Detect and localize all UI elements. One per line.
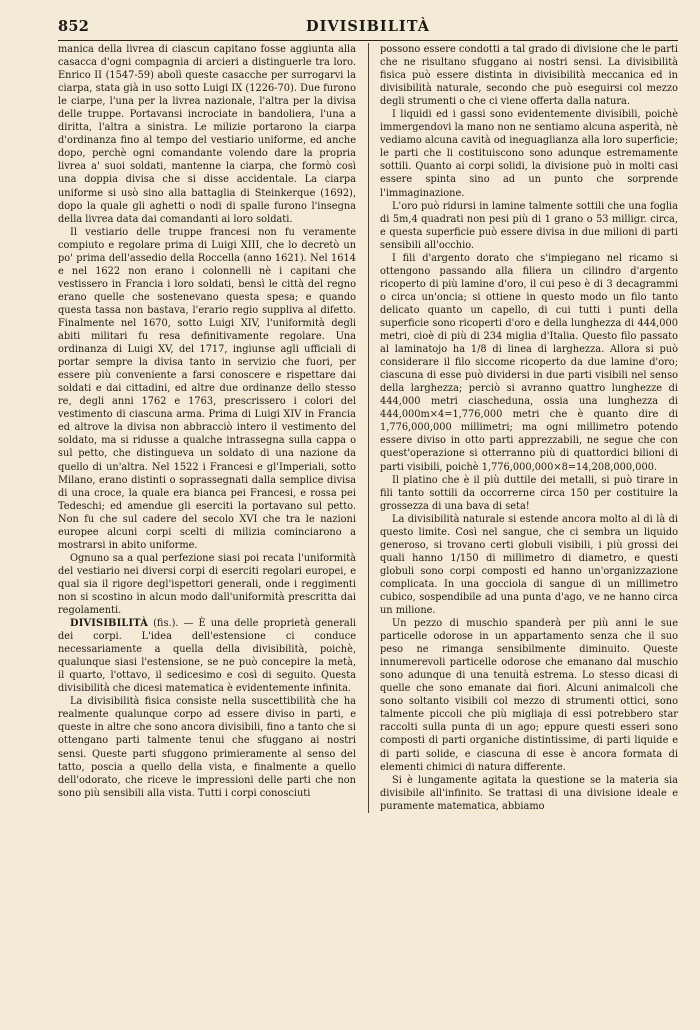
paragraph: I liquidi ed i gassi sono evidentemente divisibili, poichè immergendovi la mano non ne sentiamo alcuna asperità, nè vediamo alcuna cavità od ineguaglianza alla loro superficie; le parti che li costituiscono sono adunque estremamente sottili. Quanto ai corpi solidi, la divisione può in molti casi essere spinta sino ad un punto che sorprende l'immaginazione. (380, 109, 678, 199)
paragraph: manica della livrea di ciascun capitano fosse aggiunta alla casacca d'ogni compagnia di arcieri a distinguerle tra loro. Enrico II (1547-59) abolì queste casacche per surrogarvi la ciarpa, stata già in uso sotto Luigi IX (1226-70). Due furono le ciarpe, l'una per la livrea nazionale, l'altra per la divisa delle truppe. Portavansi incrociate in bandoliera, l'una a diritta, l'altra a sinistra. Le milizie portarono la ciarpa d'ordinanza fino al tempo del vestiario uniforme, ed anche dopo, perchè ogni comandante volendo dare la propria livrea a' suoi soldati, mantenne la ciarpa, che formò così una doppia divisa che si disse accidentale. La ciarpa uniforme si usò sino alla battaglia di Steinkerque (1692), dopo la quale gli aghetti o nodi di spalle furono l'insegna della livrea data dai comandanti ai loro soldati. (58, 44, 356, 225)
entry-label: (fis.). — (148, 618, 199, 630)
left-column (58, 43, 356, 813)
paragraph: Il platino che è il più duttile dei metalli, si può tirare in fili tanto sottili da occorrerne circa 150 per costituire la grossezza di una bava di seta! (380, 474, 678, 512)
column-divider (368, 43, 369, 813)
paragraph: Un pezzo di muschio spanderà per più anni le sue particelle odorose in un appartamento senza che il suo peso ne rimanga sensibilmente diminuito. Queste innumerevoli particelle odorose che emanano dal muschio sono adunque di una tenuità estrema. Lo stesso dicasi di quelle che sono emanate dai fiori. Alcuni animalcoli che sono soltanto visibili col mezzo di strumenti ottici, sono talmente piccoli che più migliaja di essi potrebbero star raccolti sulla punta di un ago; eppure questi esseri sono composti di parti organiche distintissime, di parti liquide e di parti solide, e ciascuna di esse è ancora formata di elementi chimici di natura differente. (380, 618, 678, 773)
paragraph: L'oro può ridursi in lamine talmente sottili che una foglia di 5m,4 quadrati non pesi più di 1 grano o 53 milligr. circa, e questa superficie può essere divisa in due milioni di parti sensibili all'occhio. (380, 200, 678, 251)
paragraph: possono essere condotti a tal grado di divisione che le parti che ne risultano sfuggano ai nostri sensi. La divisibilità fisica può essere distinta in divisibilità meccanica ed in divisibilità naturale, secondo che può eseguirsi col mezzo degli strumenti o che ci viene offerta dalla natura. (380, 44, 678, 108)
entry-text: È una delle proprietà generali dei corpi. L'idea dell'estensione ci conduce necessariamente a quella della divisibilità, poichè, qualunque siasi l'estensione, se ne può concepire la metà, il quarto, l'ottavo, il sedicesimo e così di seguito. Questa divisibilità che dicesi matematica è evidentemente infinita. (58, 618, 357, 695)
paragraph: Si è lungamente agitata la questione se la materia sia divisibile all'infinito. Se trattasi di una divisione ideale e puramente matematica, abbiamo (380, 774, 678, 812)
paragraph: Ognuno sa a qual perfezione siasi poi recata l'uniformità del vestiario nei diversi corpi di eserciti regolari europei, e qual sia il rigore degl'ispettori generali, onde i reggimenti non si scostino in alcun modo dall'uniformità prescritta dai regolamenti. (58, 552, 356, 617)
entry-headword: DIVISIBILITÀ (70, 618, 149, 630)
page-header (58, 14, 678, 41)
paragraph: Il vestiario delle truppe francesi non fu veramente compiuto e regolare prima di Luigi XIII, che lo decretò un po' prima dell'assedio della Roccella (anno 1621). Nel 1614 e nel 1622 non erano i colonnelli nè i capitani che vestissero in Francia i loro soldati, bensì le città del regno erano quelle che sostenevano questa spesa; e quando questa tassa non bastava, l'erario regio suppliva al difetto. Finalmente nel 1670, sotto Luigi XIV, l'uniformità degli abiti militari fu resa definitivamente regolare. Una ordinanza di Luigi XV, del 1717, ingiunse agli ufficiali di portar sempre la divisa tanto in servizio che fuori, per essere più conveniente a farsi conoscere e rispettare dai soldati e dai cittadini, ed altre due ordinanze dello stesso re, degli anni 1762 e 1763, prescrissero i colori del vestimento di ciascuna arma. Prima di Luigi XIV in Francia ed altrove la divisa non abbracciò intero il vestimento del soldato, ma si ridusse a qualche intrassegna sulla cappa o sul petto, che distingueva un soldato di una nazione da quello di un'altra. Nel 1522 i Francesi e gl'Imperiali, sotto Milano, erano distinti o soprassegnati dalla semplice divisa di una croce, la quale era bianca pei Francesi, e rossa pei Tedeschi; ed amendue gli eserciti la portavano sul petto. Non fu che sul cadere del secolo XVI che tra le nazioni europee alcuni corpi scelti di milizia cominciarono a mostrarsi in abito uniforme. (58, 226, 356, 551)
page-number: 852 (58, 18, 90, 35)
paragraph: I fili d'argento dorato che s'impiegano nel ricamo si ottengono passando alla filiera un cilindro d'argento ricoperto di più lamine d'oro, il cui peso è di 3 decagrammi o circa un'oncia; si ottiene in questo modo un filo tanto delicato quanto un capello, di cui tutti i punti della superficie sono ricoperti d'oro e della lunghezza di 444,000 metri, cioè di più di 234 miglia d'Italia. Questo filo passato al laminatojo ha 1/8 di linea di larghezza. Allora si può considerare il filo siccome ricoperto da due lamine d'oro; ciascuna di esse può dividersi in due parti visibili nel senso della larghezza; perciò si avranno quattro lunghezze di 444,000 metri ciascheduna, ossia una lunghezza di 444,000m×4=1,776,000 metri che è quanto dire di 1,776,000,000 millimetri; ma ogni millimetro potendo essere diviso in otto parti apprezzabili, ne segue che con quest'operazione si otterranno più di quattordici bilioni di parti visibili, poichè 1,776,000,000×8=14,208,000,000. (380, 252, 678, 473)
entry-paragraph (58, 617, 356, 695)
paragraph: La divisibilità fisica consiste nella suscettibilità che ha realmente qualunque corpo ad essere diviso in parti, e queste in altre che sono ancora divisibili, fino a tanto che si ottengano parti talmente tenui che sfuggano ai nostri sensi. Queste parti sfuggono primieramente al senso del tatto, poscia a quello della vista, e finalmente a quello dell'odorato, che riceve le impressioni delle parti che non sono più sensibili alla vista. Tutti i corpi conosciuti (58, 696, 356, 799)
text-columns (58, 43, 678, 813)
running-title: DIVISIBILITÀ (306, 18, 430, 35)
paragraph: La divisibilità naturale si estende ancora molto al di là di questo limite. Così nel sangue, che ci sembra un liquido generoso, si trovano certi globuli visibili, i più grossi dei quali hanno 1/150 di millimetro di diametro, e questi globuli sono corpi composti ed hanno un'organizzazione complicata. In una gocciola di sangue di un millimetro cubico, sospendibile ad una punta d'ago, ve ne hanno circa un milione. (380, 513, 678, 617)
right-column (380, 43, 678, 813)
